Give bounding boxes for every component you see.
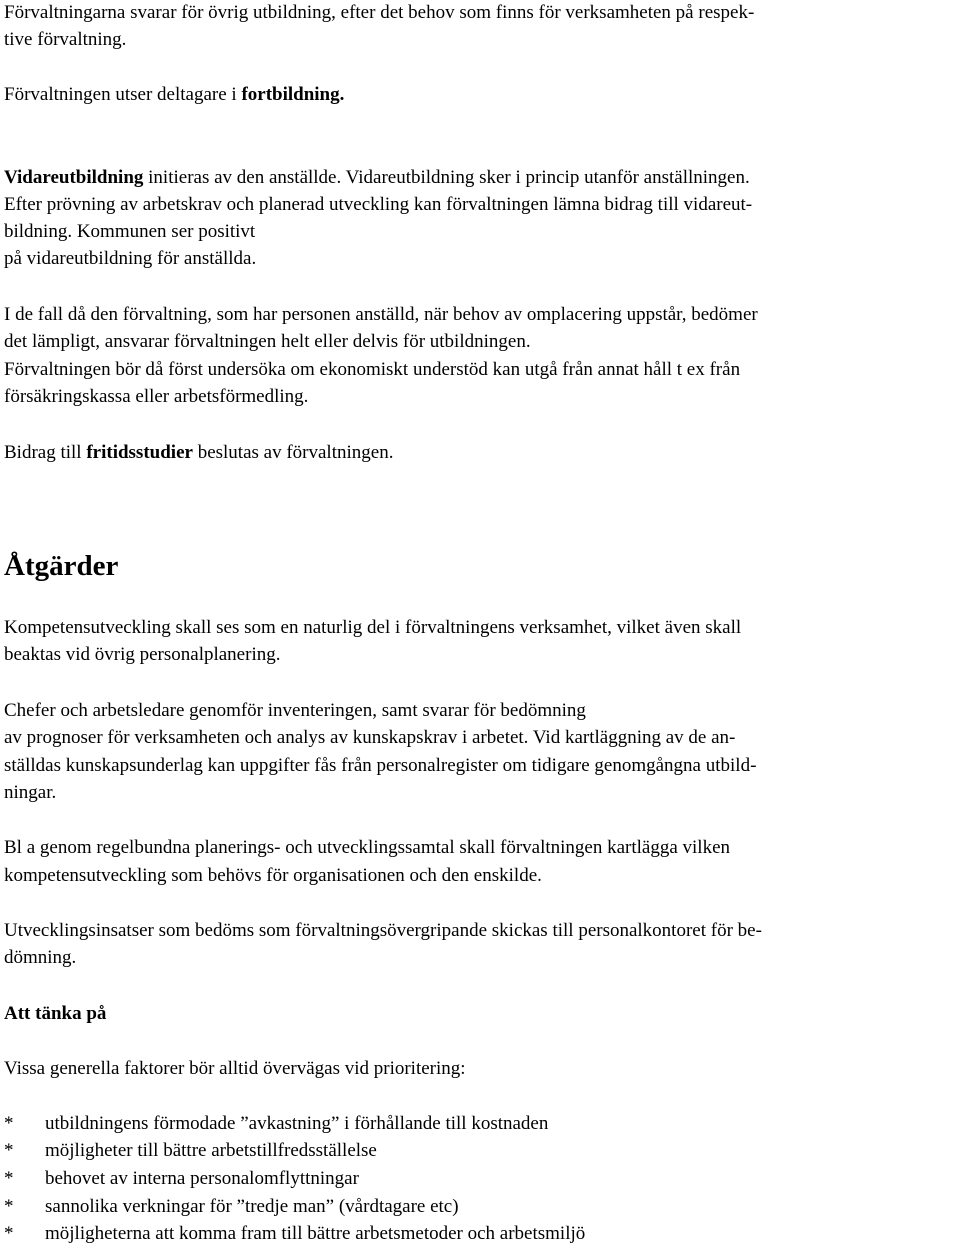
text-run: initieras av den anställde. Vidareutbildning sker i princip utanför anställningen.: [143, 167, 750, 188]
paragraph-line: Vissa generella faktorer bör alltid övervägas vid prioritering:: [4, 1058, 466, 1079]
paragraph-line: ningar.: [4, 782, 57, 803]
paragraph-line: försäkringskassa eller arbetsförmedling.: [4, 386, 309, 407]
bullet-marker: *: [4, 1223, 14, 1244]
bold-term: fritidsstudier: [86, 442, 193, 463]
list-item-text: behovet av interna personalomflyttningar: [45, 1168, 359, 1189]
bullet-marker: *: [4, 1113, 14, 1134]
paragraph-line: Utvecklingsinsatser som bedöms som förvaltningsövergripande skickas till personalkontoret för be-: [4, 920, 762, 941]
bullet-marker: *: [4, 1140, 14, 1161]
paragraph-line: kompetensutveckling som behövs för organisationen och den enskilde.: [4, 865, 542, 886]
text-run: Bidrag till: [4, 442, 87, 463]
paragraph-line: dömning.: [4, 947, 77, 968]
paragraph-line: Chefer och arbetsledare genomför inventeringen, samt svarar för bedömning: [4, 700, 586, 721]
paragraph-line: Kompetensutveckling skall ses som en naturlig del i förvaltningens verksamhet, vilket även skall: [4, 617, 742, 638]
paragraph-line: [4, 439, 393, 466]
section-heading: Åtgärder: [4, 550, 119, 582]
list-item-text: möjligheter till bättre arbetstillfredsställelse: [45, 1140, 377, 1161]
paragraph-line: [4, 81, 344, 108]
bullet-marker: *: [4, 1168, 14, 1189]
paragraph-line: ställdas kunskapsunderlag kan uppgifter fås från personalregister om tidigare genomgångna utbild-: [4, 755, 757, 776]
paragraph-line: Bl a genom regelbundna planerings- och utvecklingssamtal skall förvaltningen kartlägga vilken: [4, 837, 731, 858]
bullet-marker: *: [4, 1196, 14, 1217]
paragraph-line: beaktas vid övrig personalplanering.: [4, 644, 281, 665]
paragraph-line: Förvaltningarna svarar för övrig utbildning, efter det behov som finns för verksamheten på respek-: [4, 2, 755, 23]
paragraph-line: tive förvaltning.: [4, 29, 127, 50]
paragraph-line: av prognoser för verksamheten och analys av kunskapskrav i arbetet. Vid kartläggning av de an-: [4, 727, 736, 748]
text-run: beslutas av förvaltningen.: [192, 442, 394, 463]
paragraph-line: det lämpligt, ansvarar förvaltningen helt eller delvis för utbildningen.: [4, 331, 531, 352]
paragraph-line: bildning. Kommunen ser positivt: [4, 221, 256, 242]
bold-term: Vidareutbildning: [4, 167, 144, 188]
subheading-text: Att tänka på: [4, 1003, 107, 1024]
paragraph-line: Förvaltningen bör då först undersöka om ekonomiskt understöd kan utgå från annat håll t ex från: [4, 359, 741, 380]
paragraph-line: [4, 164, 750, 191]
paragraph-line: I de fall då den förvaltning, som har personen anställd, när behov av omplacering uppstår, bedömer: [4, 304, 758, 325]
paragraph-line: på vidareutbildning för anställda.: [4, 248, 257, 269]
list-item-text: möjligheterna att komma fram till bättre arbetsmetoder och arbetsmiljö: [45, 1223, 586, 1244]
bold-term: fortbildning.: [241, 84, 345, 105]
list-item-text: utbildningens förmodade ”avkastning” i förhållande till kostnaden: [45, 1113, 549, 1134]
text-run: Förvaltningen utser deltagare i: [4, 84, 242, 105]
paragraph-line: Efter prövning av arbetskrav och planerad utveckling kan förvaltningen lämna bidrag till vidareut-: [4, 194, 753, 215]
subheading: [4, 1000, 106, 1027]
list-item-text: sannolika verkningar för ”tredje man” (vårdtagare etc): [45, 1196, 459, 1217]
